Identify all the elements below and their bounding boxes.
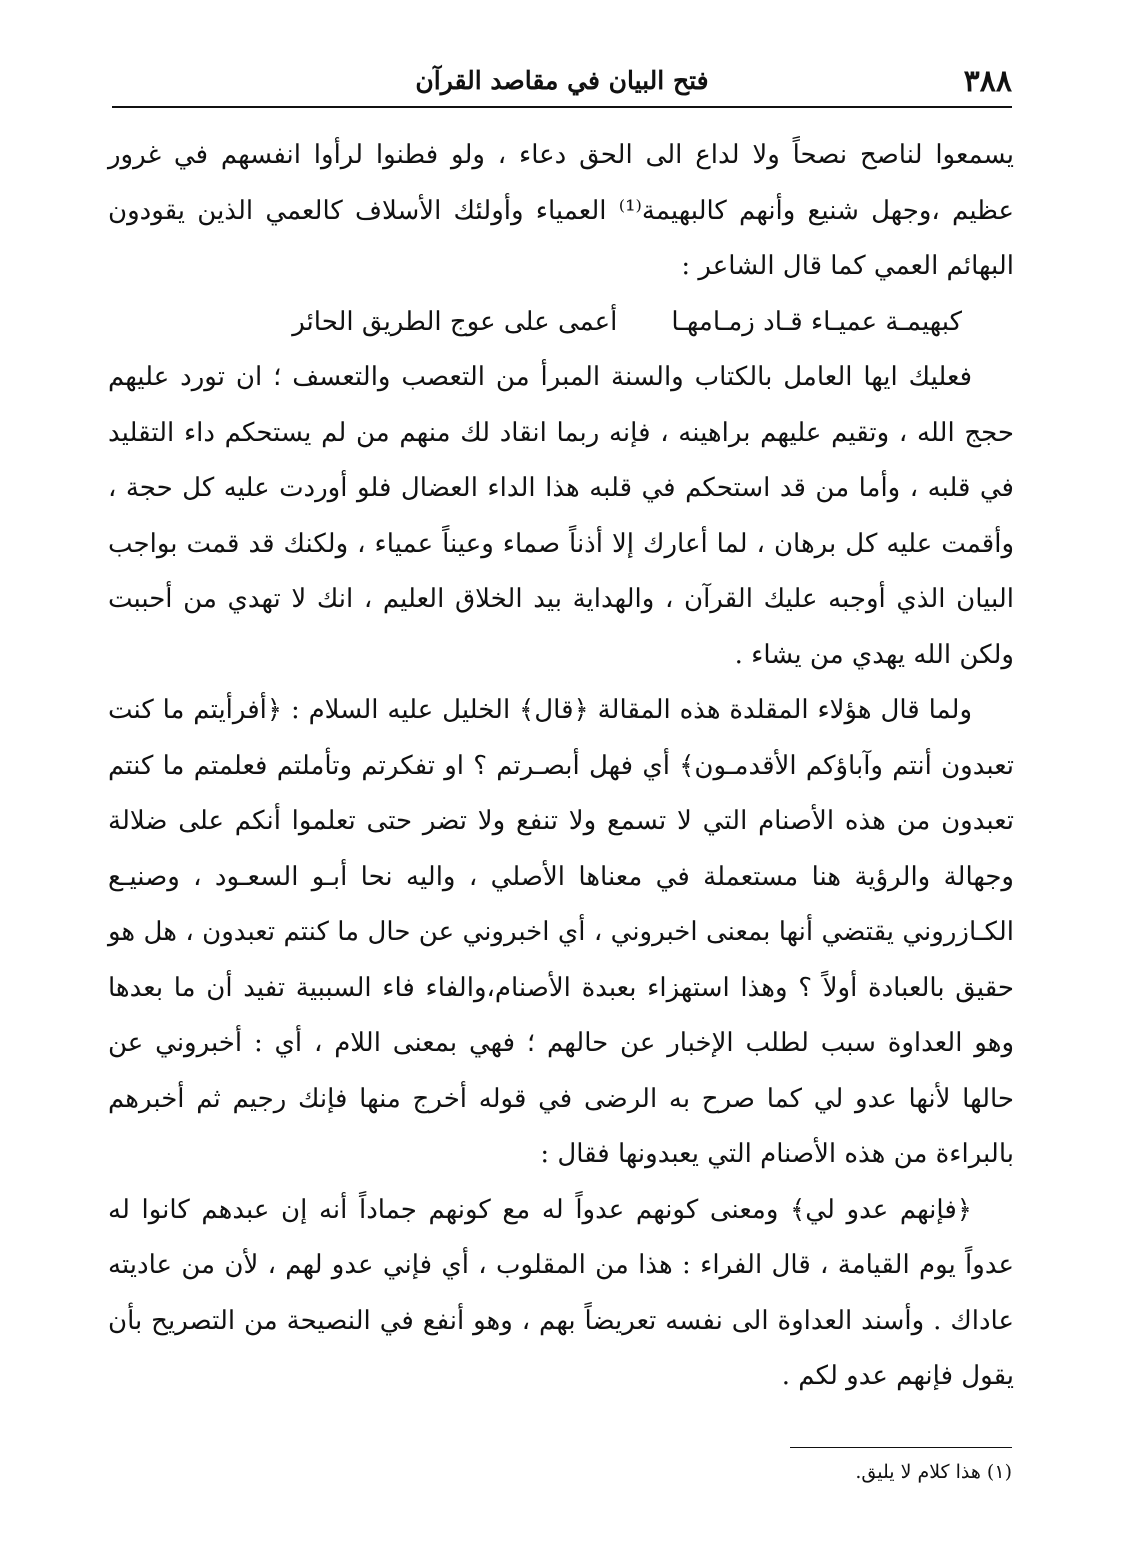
footnote: (١) هذا كلام لا يليق.	[855, 1461, 1012, 1483]
paragraph-3: ولما قال هؤلاء المقلدة هذه المقالة ﴿قال﴾ الخليل عليه السلام : ﴿أفرأيتم ما كنت تعبدون أنتم وآباؤكم الأقدمـون﴾ أي فهل أبصـرتم ؟ او تفكرتم وتأملتم فعلمتم ما كنتم تعبدون من هذه الأصنام التي لا تسمع ولا تنفع ولا تضر حتى تعلموا أنكم على ضلالة وجهالة والرؤية هنا مستعملة في معناها الأصلي ، واليه نحا أبـو السعـود ، وصنيـع الكـازروني يقتضي أنها بمعنى اخبروني ، أي اخبروني عن حال ما كنتم تعبدون ، هل هو حقيق بالعبادة أولاً ؟ وهذا استهزاء بعبدة الأصنام،والفاء فاء السببية تفيد أن ما بعدها وهو العداوة سبب لطلب الإخبار عن حالهم ؛ فهي بمعنى اللام ، أي : أخبروني عن حالها لأنها عدو لي كما صرح به الرضى في قوله أخرج منها فإنك رجيم ثم أخبرهم بالبراءة من هذه الأصنام التي يعبدونها فقال :	[108, 695, 1014, 1169]
page-number: ٣٨٨	[963, 64, 1012, 99]
page-header	[112, 62, 1012, 102]
running-title: فتح البيان في مقاصد القرآن	[415, 66, 709, 95]
header-rule	[112, 106, 1012, 108]
footnote-rule	[790, 1447, 1012, 1448]
verse-first-hemistich: كبهيمـة عميـاء قـاد زمـامهـا	[671, 306, 962, 337]
paragraph-4: ﴿فإنهم عدو لي﴾ ومعنى كونهم عدواً له مع كونهم جماداً أنه إن عبدهم كانوا له عدواً يوم القيامة ، قال الفراء : هذا من المقلوب ، أي فإني عدو لهم ، لأن من عاديته عاداك . وأسند العداوة الى نفسه تعريضاً بهم ، وهو أنفع في النصيحة من التصريح بأن يقول فإنهم عدو لكم .	[108, 1194, 1014, 1391]
verse-second-hemistich: أعمى على عوج الطريق الحائر	[292, 306, 618, 337]
paragraph-2: فعليك ايها العامل بالكتاب والسنة المبرأ من التعصب والتعسف ؛ ان تورد عليهم حجج الله ، وتقيم عليهم براهينه ، فإنه ربما انقاد لك منهم من لم يستحكم داء التقليد في قلبه ، وأما من قد استحكم في قلبه هذا الداء العضال فلو أوردت عليه كل حجة ، وأقمت عليه كل برهان ، لما أعارك إلا أذناً صماء وعيناً عمياء ، ولكنك قد قمت بواجب البيان الذي أوجبه عليك القرآن ، والهداية بيد الخلاق العليم ، انك لا تهدي من أحببت ولكن الله يهدي من يشاء .	[108, 362, 1014, 670]
paragraph-1: يسمعوا لناصح نصحاً ولا لداع الى الحق دعاء ، ولو فطنوا لرأوا انفسهم في غرور عظيم ،وجهل شنيع وأنهم كالبهيمة⁽¹⁾ العمياء وأولئك الأسلاف كالعمي الذين يقودون البهائم العمي كما قال الشاعر :	[108, 140, 1015, 281]
poetry-verse	[108, 295, 1014, 351]
main-text	[108, 128, 1014, 1405]
